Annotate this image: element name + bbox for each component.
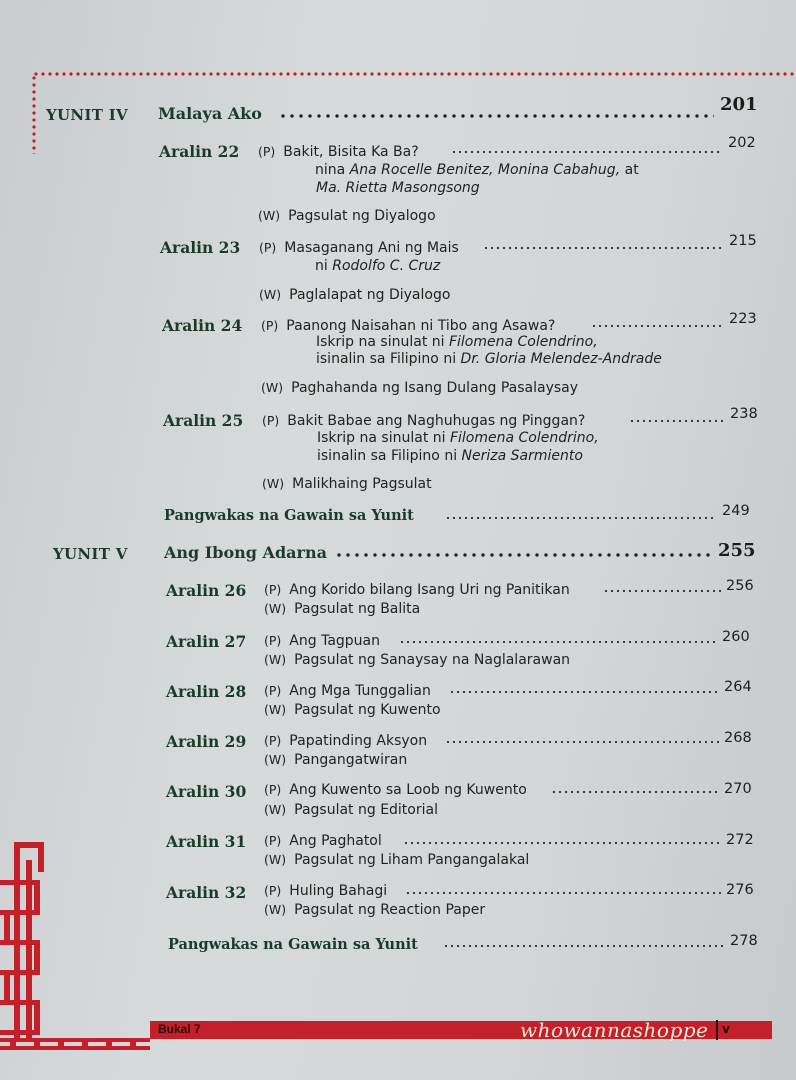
reading-mark: (P): [259, 240, 277, 255]
footer-separator: [716, 1020, 718, 1040]
watermark: whowannashoppe: [520, 1018, 709, 1042]
leader-dots: [446, 731, 720, 745]
credit-prefix: ni: [315, 258, 328, 274]
page-number: 256: [726, 578, 754, 594]
lesson-label: Aralin 30: [166, 782, 247, 801]
lesson-label: Aralin 27: [166, 632, 247, 651]
reading-mark: (P): [264, 782, 282, 797]
writing-title: Pagsulat ng Balita: [294, 601, 421, 617]
reading-title: Papatinding Aksyon: [289, 733, 428, 749]
lesson-reading: [264, 883, 387, 899]
author-credit: [316, 334, 598, 350]
writing-mark: (W): [264, 752, 287, 767]
unit-page-number: 255: [718, 540, 756, 561]
reading-title: Masaganang Ani ng Mais: [284, 240, 459, 256]
lesson-writing: [264, 752, 407, 768]
page-number: 223: [729, 311, 757, 327]
lesson-label: Aralin 25: [163, 411, 244, 430]
reading-mark: (P): [264, 582, 282, 597]
reading-title: Bakit Babae ang Naghuhugas ng Pinggan?: [287, 413, 586, 429]
reading-title: Huling Bahagi: [289, 883, 388, 899]
lesson-label: Aralin 28: [166, 682, 247, 701]
credit-authors: Rodolfo C. Cruz: [332, 258, 441, 274]
leader-dots: [630, 410, 724, 424]
reading-mark: (P): [264, 733, 282, 748]
lesson-reading: [264, 833, 382, 849]
dotted-border-left: [32, 76, 36, 154]
dotted-border-top: [34, 72, 796, 76]
credit-prefix: isinalin sa Filipino ni: [316, 351, 457, 367]
page-number: 202: [728, 135, 756, 151]
page-number: 272: [726, 832, 754, 848]
reading-title: Ang Tagpuan: [289, 633, 380, 649]
reading-title: Ang Mga Tunggalian: [289, 683, 431, 699]
credit-authors: Filomena Colendrino,: [448, 334, 598, 350]
decorative-base-pattern: [0, 1038, 150, 1050]
unit-label: YUNIT IV: [46, 106, 128, 124]
writing-mark: (W): [264, 702, 287, 717]
page-number: 276: [726, 882, 754, 898]
lesson-writing: [259, 287, 450, 303]
reading-title: Bakit, Bisita Ka Ba?: [283, 144, 419, 160]
translator-credit: [317, 448, 583, 464]
leader-dots: [450, 681, 720, 695]
lesson-writing: [264, 852, 529, 868]
writing-title: Pagsulat ng Kuwento: [294, 702, 441, 718]
leader-dots: [336, 543, 712, 559]
reading-title: Ang Kuwento sa Loob ng Kuwento: [289, 782, 527, 798]
lesson-label: Aralin 31: [166, 832, 247, 851]
leader-dots: [406, 882, 722, 896]
reading-title: Ang Paghatol: [289, 833, 382, 849]
page-number: 264: [724, 679, 752, 695]
reading-mark: (P): [258, 144, 276, 159]
lesson-writing: [264, 802, 438, 818]
credit-prefix: Iskrip na sinulat ni: [316, 334, 445, 350]
reading-mark: (P): [264, 633, 282, 648]
lesson-label: Aralin 22: [159, 142, 240, 161]
credit-conjunction: at: [624, 162, 639, 178]
lesson-writing: [262, 476, 432, 492]
page-number: 238: [730, 406, 758, 422]
leader-dots: [280, 104, 714, 120]
unit-page-number: 201: [720, 94, 758, 115]
lesson-reading: [262, 413, 585, 429]
credit-authors: Dr. Gloria Melendez-Andrade: [460, 351, 662, 367]
writing-mark: (W): [261, 380, 284, 395]
writing-title: Pagsulat ng Liham Pangangalakal: [294, 852, 530, 868]
author-credit: [315, 258, 440, 274]
lesson-reading: [264, 633, 380, 649]
unit-label: YUNIT V: [53, 545, 128, 563]
page-number: 278: [730, 933, 758, 949]
lesson-reading: [264, 733, 427, 749]
reading-title: Paanong Naisahan ni Tibo ang Asawa?: [286, 318, 556, 334]
leader-dots: [452, 141, 720, 155]
page-number: 249: [722, 503, 750, 519]
writing-title: Pangangatwiran: [294, 752, 408, 768]
page-number: 260: [722, 629, 750, 645]
credit-authors: Filomena Colendrino,: [449, 430, 599, 446]
writing-title: Pagsulat ng Diyalogo: [288, 208, 436, 224]
credit-prefix: nina: [315, 162, 346, 178]
reading-mark: (P): [264, 833, 282, 848]
writing-mark: (W): [259, 287, 282, 302]
author-credit: [317, 430, 599, 446]
writing-mark: (W): [258, 208, 281, 223]
lesson-label: Aralin 26: [166, 581, 247, 600]
lesson-label: Aralin 32: [166, 883, 247, 902]
lesson-reading: [261, 318, 555, 334]
credit-authors: Ana Rocelle Benitez, Monina Cabahug,: [349, 162, 621, 178]
lesson-reading: [264, 582, 570, 598]
writing-mark: (W): [264, 852, 287, 867]
leader-dots: [400, 631, 718, 645]
unit-closing-title: Pangwakas na Gawain sa Yunit: [168, 936, 418, 953]
writing-title: Pagsulat ng Reaction Paper: [294, 902, 486, 918]
credit-authors: Ma. Rietta Masongsong: [316, 180, 480, 196]
translator-credit: [316, 351, 662, 367]
leader-dots: [446, 507, 716, 521]
lesson-label: Aralin 23: [160, 238, 241, 257]
credit-prefix: Iskrip na sinulat ni: [317, 430, 446, 446]
leader-dots: [444, 935, 724, 949]
decorative-border-pattern: [0, 840, 46, 1040]
reading-mark: (P): [264, 883, 282, 898]
unit-title: Malaya Ako: [158, 104, 262, 123]
author-credit: [315, 162, 639, 178]
writing-title: Paglalapat ng Diyalogo: [289, 287, 451, 303]
lesson-writing: [264, 601, 420, 617]
lesson-reading: [264, 683, 431, 699]
reading-title: Ang Korido bilang Isang Uri ng Panitikan: [289, 582, 570, 598]
credit-prefix: isinalin sa Filipino ni: [317, 448, 458, 464]
writing-mark: (W): [264, 802, 287, 817]
credit-authors: Neriza Sarmiento: [461, 448, 583, 464]
unit-title: Ang Ibong Adarna: [164, 543, 327, 562]
writing-title: Pagsulat ng Sanaysay na Naglalarawan: [294, 652, 571, 668]
page-number: 270: [724, 781, 752, 797]
reading-mark: (P): [264, 683, 282, 698]
lesson-reading: [259, 240, 459, 256]
lesson-label: Aralin 24: [162, 316, 243, 335]
reading-mark: (P): [261, 318, 279, 333]
leader-dots: [592, 315, 722, 329]
lesson-reading: [258, 144, 419, 160]
writing-mark: (W): [264, 652, 287, 667]
page-number: 268: [724, 730, 752, 746]
lesson-reading: [264, 782, 527, 798]
writing-title: Malikhaing Pagsulat: [292, 476, 432, 492]
lesson-writing: [258, 208, 436, 224]
lesson-writing: [261, 380, 578, 396]
writing-mark: (W): [264, 902, 287, 917]
lesson-writing: [264, 702, 441, 718]
page-number: 215: [729, 233, 757, 249]
writing-mark: (W): [262, 476, 285, 491]
footer-book-title: Bukal 7: [158, 1022, 201, 1036]
lesson-label: Aralin 29: [166, 732, 247, 751]
leader-dots: [484, 237, 724, 251]
leader-dots: [552, 781, 720, 795]
reading-mark: (P): [262, 413, 280, 428]
footer-page-number: v: [722, 1022, 730, 1036]
leader-dots: [604, 580, 722, 594]
writing-mark: (W): [264, 601, 287, 616]
lesson-writing: [264, 902, 485, 918]
unit-closing-title: Pangwakas na Gawain sa Yunit: [164, 507, 414, 524]
lesson-writing: [264, 652, 570, 668]
writing-title: Pagsulat ng Editorial: [294, 802, 438, 818]
leader-dots: [404, 832, 722, 846]
writing-title: Paghahanda ng Isang Dulang Pasalaysay: [291, 380, 579, 396]
